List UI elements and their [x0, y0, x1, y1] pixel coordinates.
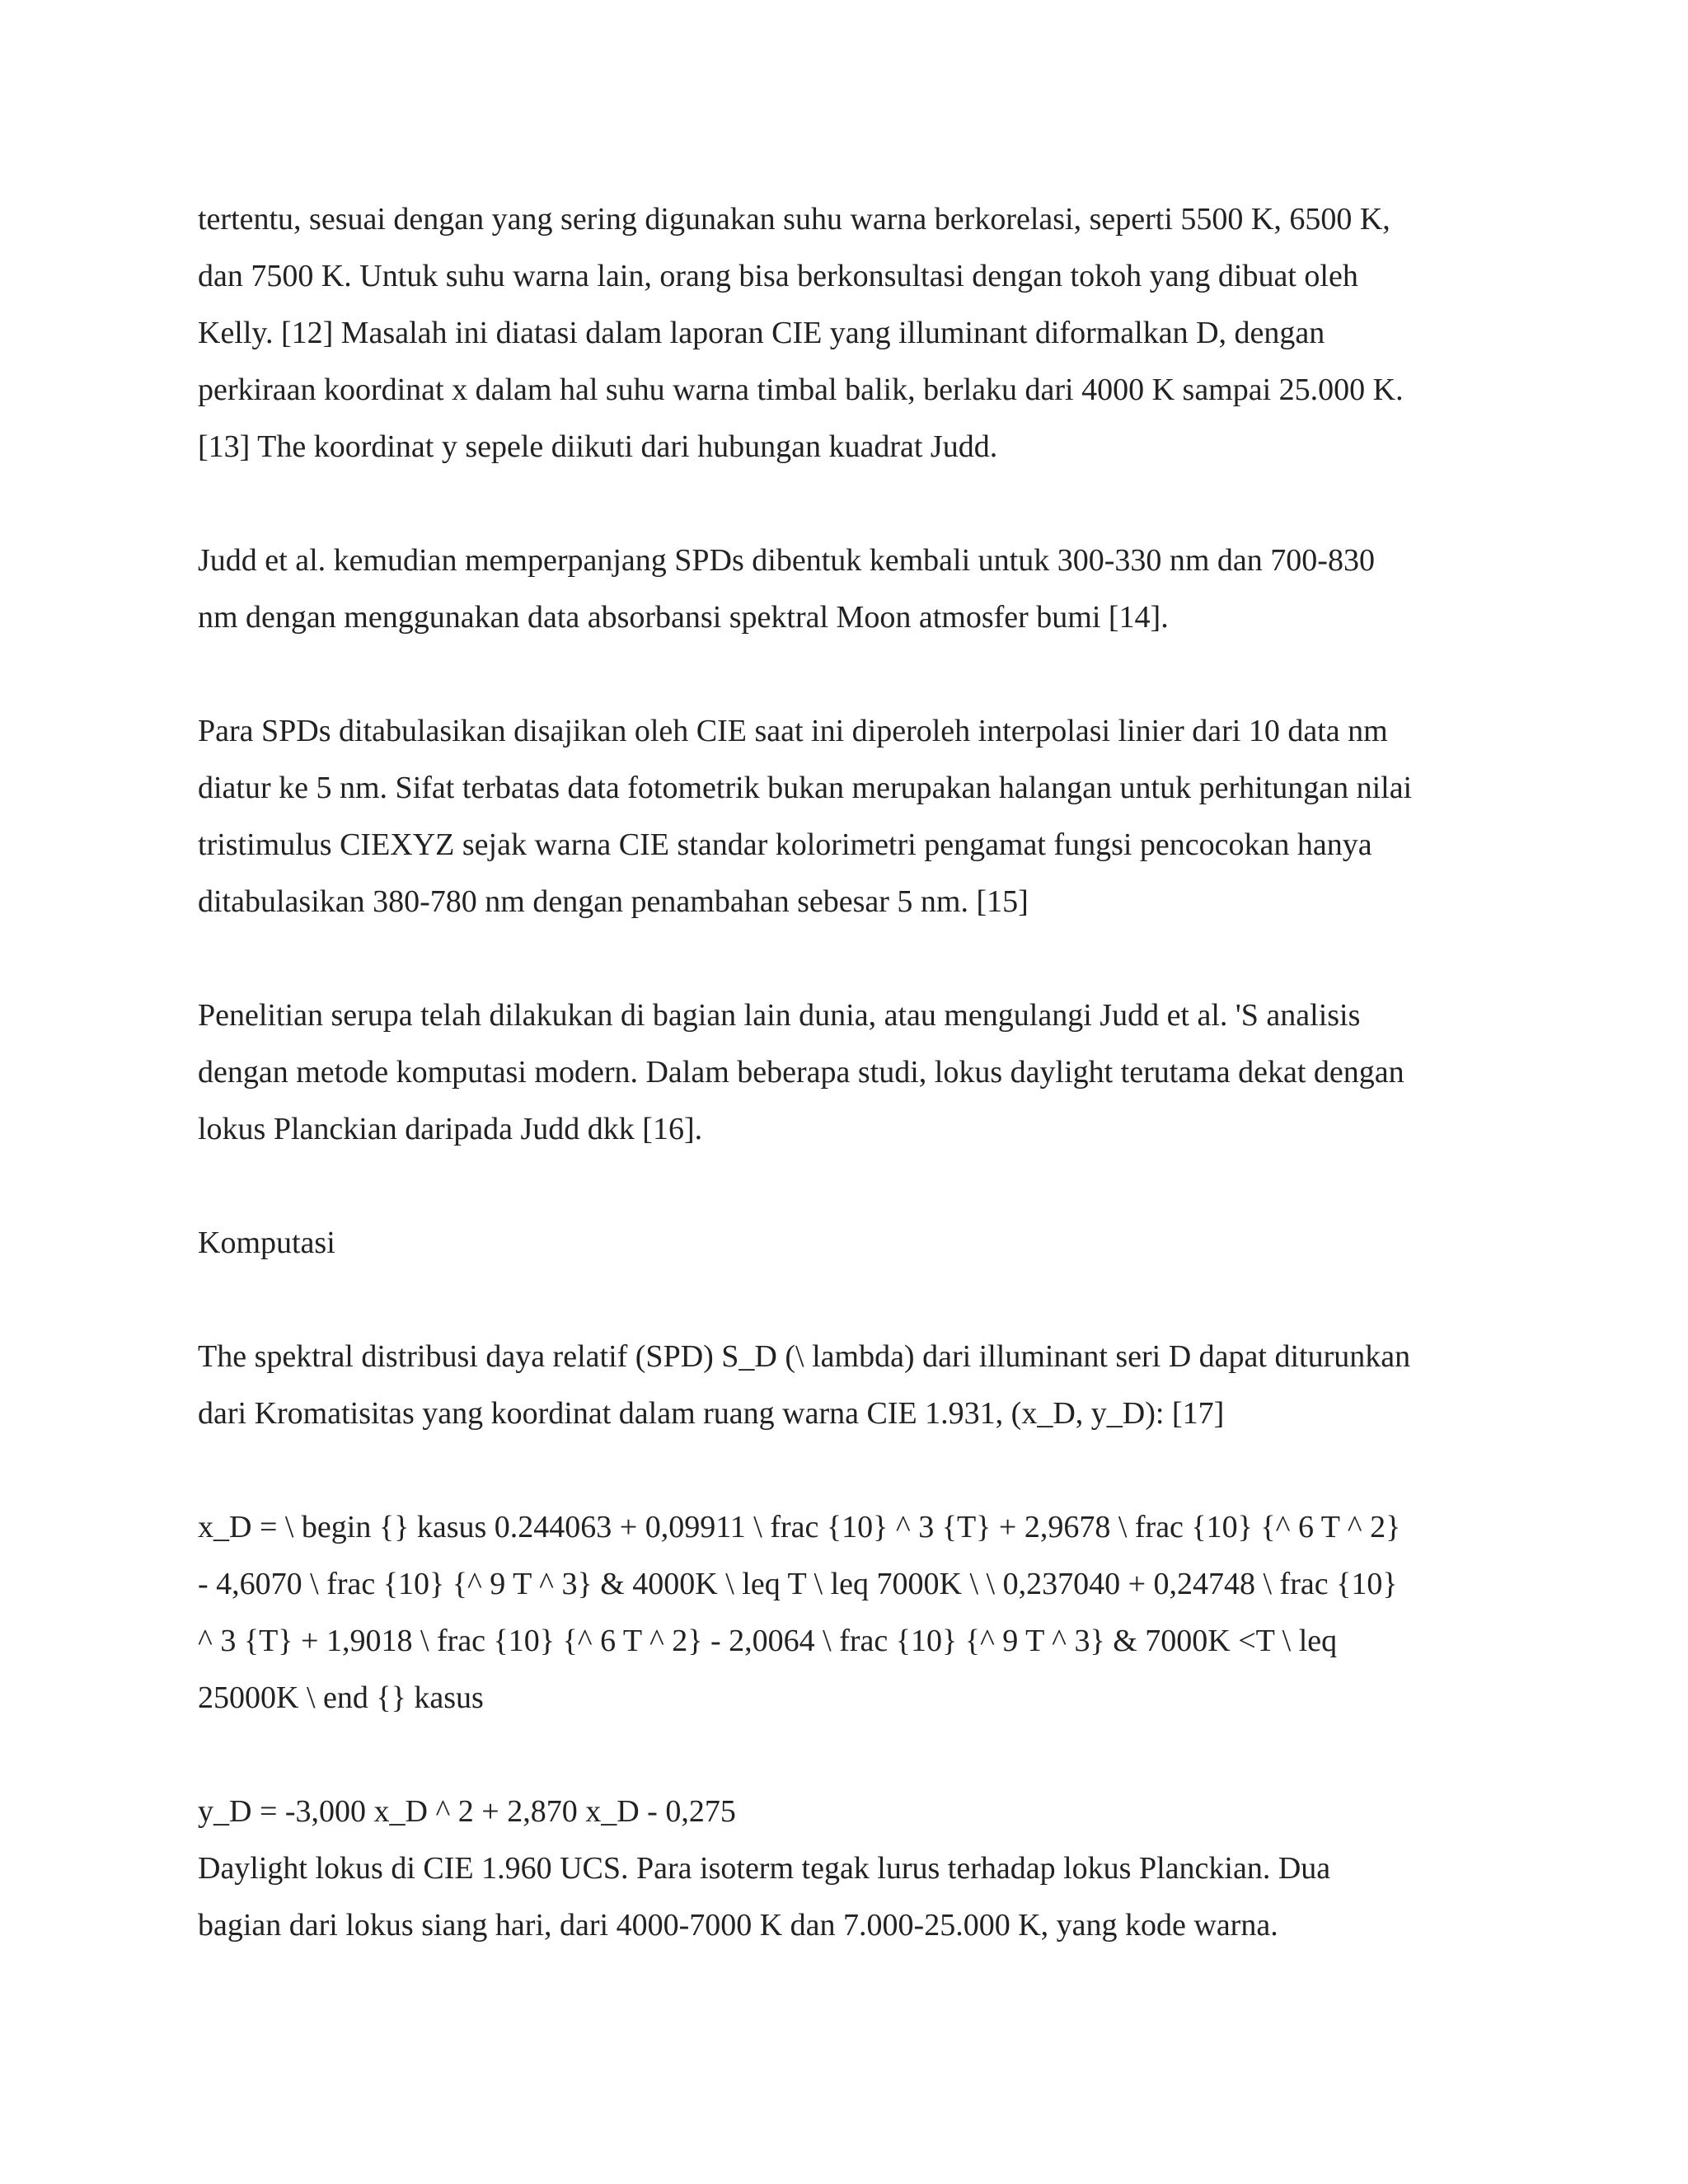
formula-line: y_D = -3,000 x_D ^ 2 + 2,870 x_D - 0,275 — [198, 1794, 736, 1829]
formula-x-d — [198, 1499, 1517, 1727]
text-line: dari Kromatisitas yang koordinat dalam ruang warna CIE 1.931, (x_D, y_D): [17] — [198, 1396, 1225, 1431]
paragraph-spd-tabulation — [198, 703, 1517, 930]
text-line: Daylight lokus di CIE 1.960 UCS. Para isoterm tegak lurus terhadap lokus Planckian. Dua — [198, 1851, 1331, 1886]
text-line: diatur ke 5 nm. Sifat terbatas data fotometrik bukan merupakan halangan untuk perhitungan nilai — [198, 771, 1413, 805]
formula-line: 25000K \ end {} kasus — [198, 1680, 484, 1715]
text-line: nm dengan menggunakan data absorbansi spektral Moon atmosfer bumi [14]. — [198, 600, 1169, 635]
section-heading-komputasi — [198, 1215, 1517, 1272]
text-line: tertentu, sesuai dengan yang sering digunakan suhu warna berkorelasi, seperti 5500 K, 6500 K, — [198, 202, 1390, 237]
formula-line: ^ 3 {T} + 1,9018 \ frac {10} {^ 6 T ^ 2} - 2,0064 \ frac {10} {^ 9 T ^ 3} & 7000K <T \ leq — [198, 1624, 1338, 1658]
text-line: Judd et al. kemudian memperpanjang SPDs dibentuk kembali untuk 300-330 nm dan 700-830 — [198, 543, 1375, 578]
paragraph-spd-derivation — [198, 1329, 1517, 1442]
document-body — [198, 191, 1517, 2011]
text-line: Kelly. [12] Masalah ini diatasi dalam laporan CIE yang illuminant diformalkan D, dengan — [198, 316, 1325, 350]
text-line: perkiraan koordinat x dalam hal suhu warna timbal balik, berlaku dari 4000 K sampai 25.000 K. — [198, 373, 1404, 407]
paragraph-judd-extension — [198, 532, 1517, 646]
paragraph-illuminant-formalization — [198, 191, 1517, 476]
formula-line: - 4,6070 \ frac {10} {^ 9 T ^ 3} & 4000K \ leq T \ leq 7000K \ \ 0,237040 + 0,24748 \ frac {10} — [198, 1567, 1398, 1601]
text-line: [13] The koordinat y sepele diikuti dari hubungan kuadrat Judd. — [198, 429, 998, 464]
text-line: tristimulus CIEXYZ sejak warna CIE standar kolorimetri pengamat fungsi pencocokan hanya — [198, 827, 1372, 862]
paragraph-similar-research — [198, 987, 1517, 1158]
text-line: ditabulasikan 380-780 nm dengan penambahan sebesar 5 nm. [15] — [198, 884, 1029, 919]
text-line: The spektral distribusi daya relatif (SPD) S_D (\ lambda) dari illuminant seri D dapat diturunkan — [198, 1339, 1411, 1374]
heading-text: Komputasi — [198, 1226, 335, 1260]
text-line: dan 7500 K. Untuk suhu warna lain, orang bisa berkonsultasi dengan tokoh yang dibuat oleh — [198, 259, 1358, 293]
text-line: lokus Planckian daripada Judd dkk [16]. — [198, 1112, 703, 1146]
formula-y-d — [198, 1783, 1517, 1840]
formula-line: x_D = \ begin {} kasus 0.244063 + 0,09911 \ frac {10} ^ 3 {T} + 2,9678 \ frac {10} {^ 6 T ^ 2} — [198, 1510, 1401, 1544]
text-line: dengan metode komputasi modern. Dalam beberapa studi, lokus daylight terutama dekat dengan — [198, 1055, 1404, 1090]
text-line: Penelitian serupa telah dilakukan di bagian lain dunia, atau mengulangi Judd et al. 'S analisis — [198, 998, 1361, 1033]
text-line: bagian dari lokus siang hari, dari 4000-7000 K dan 7.000-25.000 K, yang kode warna. — [198, 1908, 1278, 1943]
text-line: Para SPDs ditabulasikan disajikan oleh CIE saat ini diperoleh interpolasi linier dari 10 data nm — [198, 714, 1388, 748]
paragraph-daylight-locus-caption — [198, 1840, 1517, 1954]
